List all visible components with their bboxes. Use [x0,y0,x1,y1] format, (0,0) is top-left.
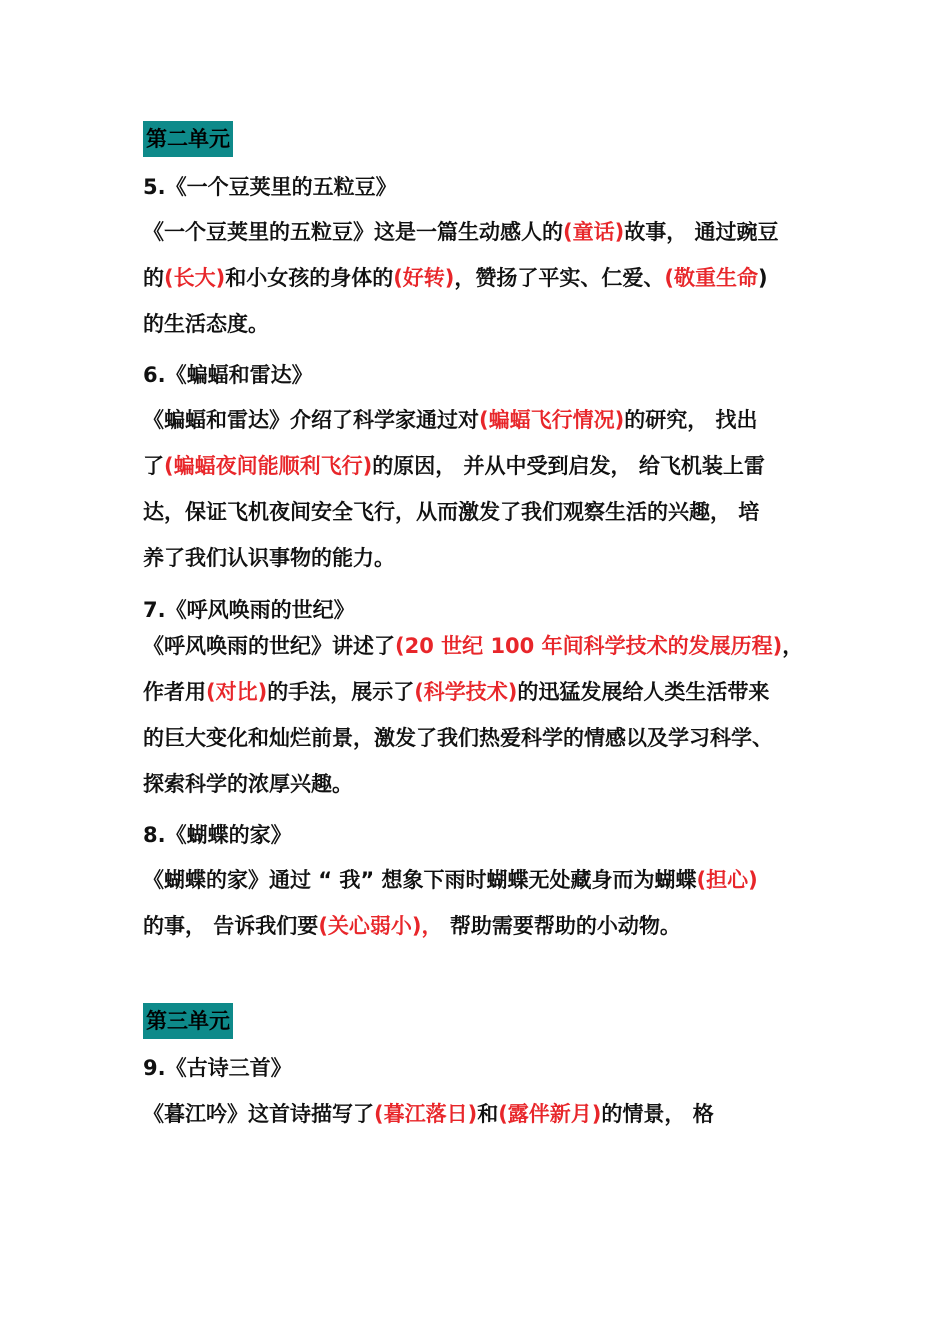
lesson-9-line-1 [143,1100,714,1128]
lesson-8-title: 8.《蝴蝶的家》 [143,823,292,847]
text: 的原因， 并从中受到启发， 给飞机装上雷 [372,454,765,478]
text: 《蝙蝠和雷达》介绍了科学家通过对 [143,408,479,432]
answer: (蝙蝠夜间能顺利飞行) [164,454,373,478]
lesson-5-line-1 [143,218,779,246]
text: 的情景， 格 [601,1102,714,1126]
text: 的手法，展示了 [267,680,415,704]
answer: (关心弱小)， [318,914,443,938]
lesson-7-line-1 [143,632,803,660]
unit-heading-3: 第三单元 [143,1003,233,1039]
answer: (科学技术) [414,680,518,704]
text: 的事， 告诉我们要 [143,914,319,938]
lesson-8-line-2 [143,912,681,940]
text: 和 [477,1102,499,1126]
lesson-7-line-4: 探索科学的浓厚兴趣。 [143,772,353,796]
text: 的研究， 找出 [624,408,758,432]
answer: (担心) [696,868,758,892]
text: 帮助需要帮助的小动物。 [442,914,681,938]
lesson-6-line-4: 养了我们认识事物的能力。 [143,546,395,570]
text: 和小女孩的身体的 [225,266,394,290]
text: 《呼风唤雨的世纪》讲述了 [143,634,395,658]
lesson-7-line-2 [143,678,769,706]
answer: (露伴新月) [498,1102,602,1126]
answer: (对比) [206,680,268,704]
lesson-5-title: 5.《一个豆荚里的五粒豆》 [143,175,397,199]
answer: (暮江落日) [374,1102,478,1126]
lesson-5-line-2 [143,264,768,292]
text: 《蝴蝶的家》通过 “ 我” 想象下雨时蝴蝶无处藏身而为蝴蝶 [143,868,697,892]
text: ， [782,634,804,658]
text: 《暮江吟》这首诗描写了 [143,1102,374,1126]
lesson-8-line-1 [143,866,758,894]
lesson-5-line-3: 的生活态度。 [143,312,269,336]
text: 的 [143,266,164,290]
lesson-7-line-3: 的巨大变化和灿烂前景，激发了我们热爱科学的情感以及学习科学、 [143,726,773,750]
unit-heading-2: 第二单元 [143,121,233,157]
answer: (敬重生命 [664,266,759,290]
text: ，赞扬了平实、仁爱、 [454,266,665,290]
text: 《一个豆荚里的五粒豆》这是一篇生动感人的 [143,220,563,244]
answer: (好转) [393,266,455,290]
answer: (蝙蝠飞行情况) [479,408,625,432]
text: 了 [143,454,164,478]
text: 作者用 [143,680,206,704]
text: ) [758,266,768,290]
answer: (童话) [563,220,625,244]
lesson-6-line-3: 达，保证飞机夜间安全飞行，从而激发了我们观察生活的兴趣， 培 [143,500,760,524]
lesson-6-title: 6.《蝙蝠和雷达》 [143,363,313,387]
lesson-7-title: 7.《呼风唤雨的世纪》 [143,598,355,622]
lesson-9-title: 9.《古诗三首》 [143,1056,292,1080]
lesson-6-line-1 [143,406,758,434]
answer: (长大) [164,266,226,290]
answer: (20 世纪 100 年间科学技术的发展历程) [395,634,783,658]
lesson-6-line-2 [143,452,765,480]
text: 故事， 通过豌豆 [624,220,779,244]
text: 的迅猛发展给人类生活带来 [517,680,770,704]
